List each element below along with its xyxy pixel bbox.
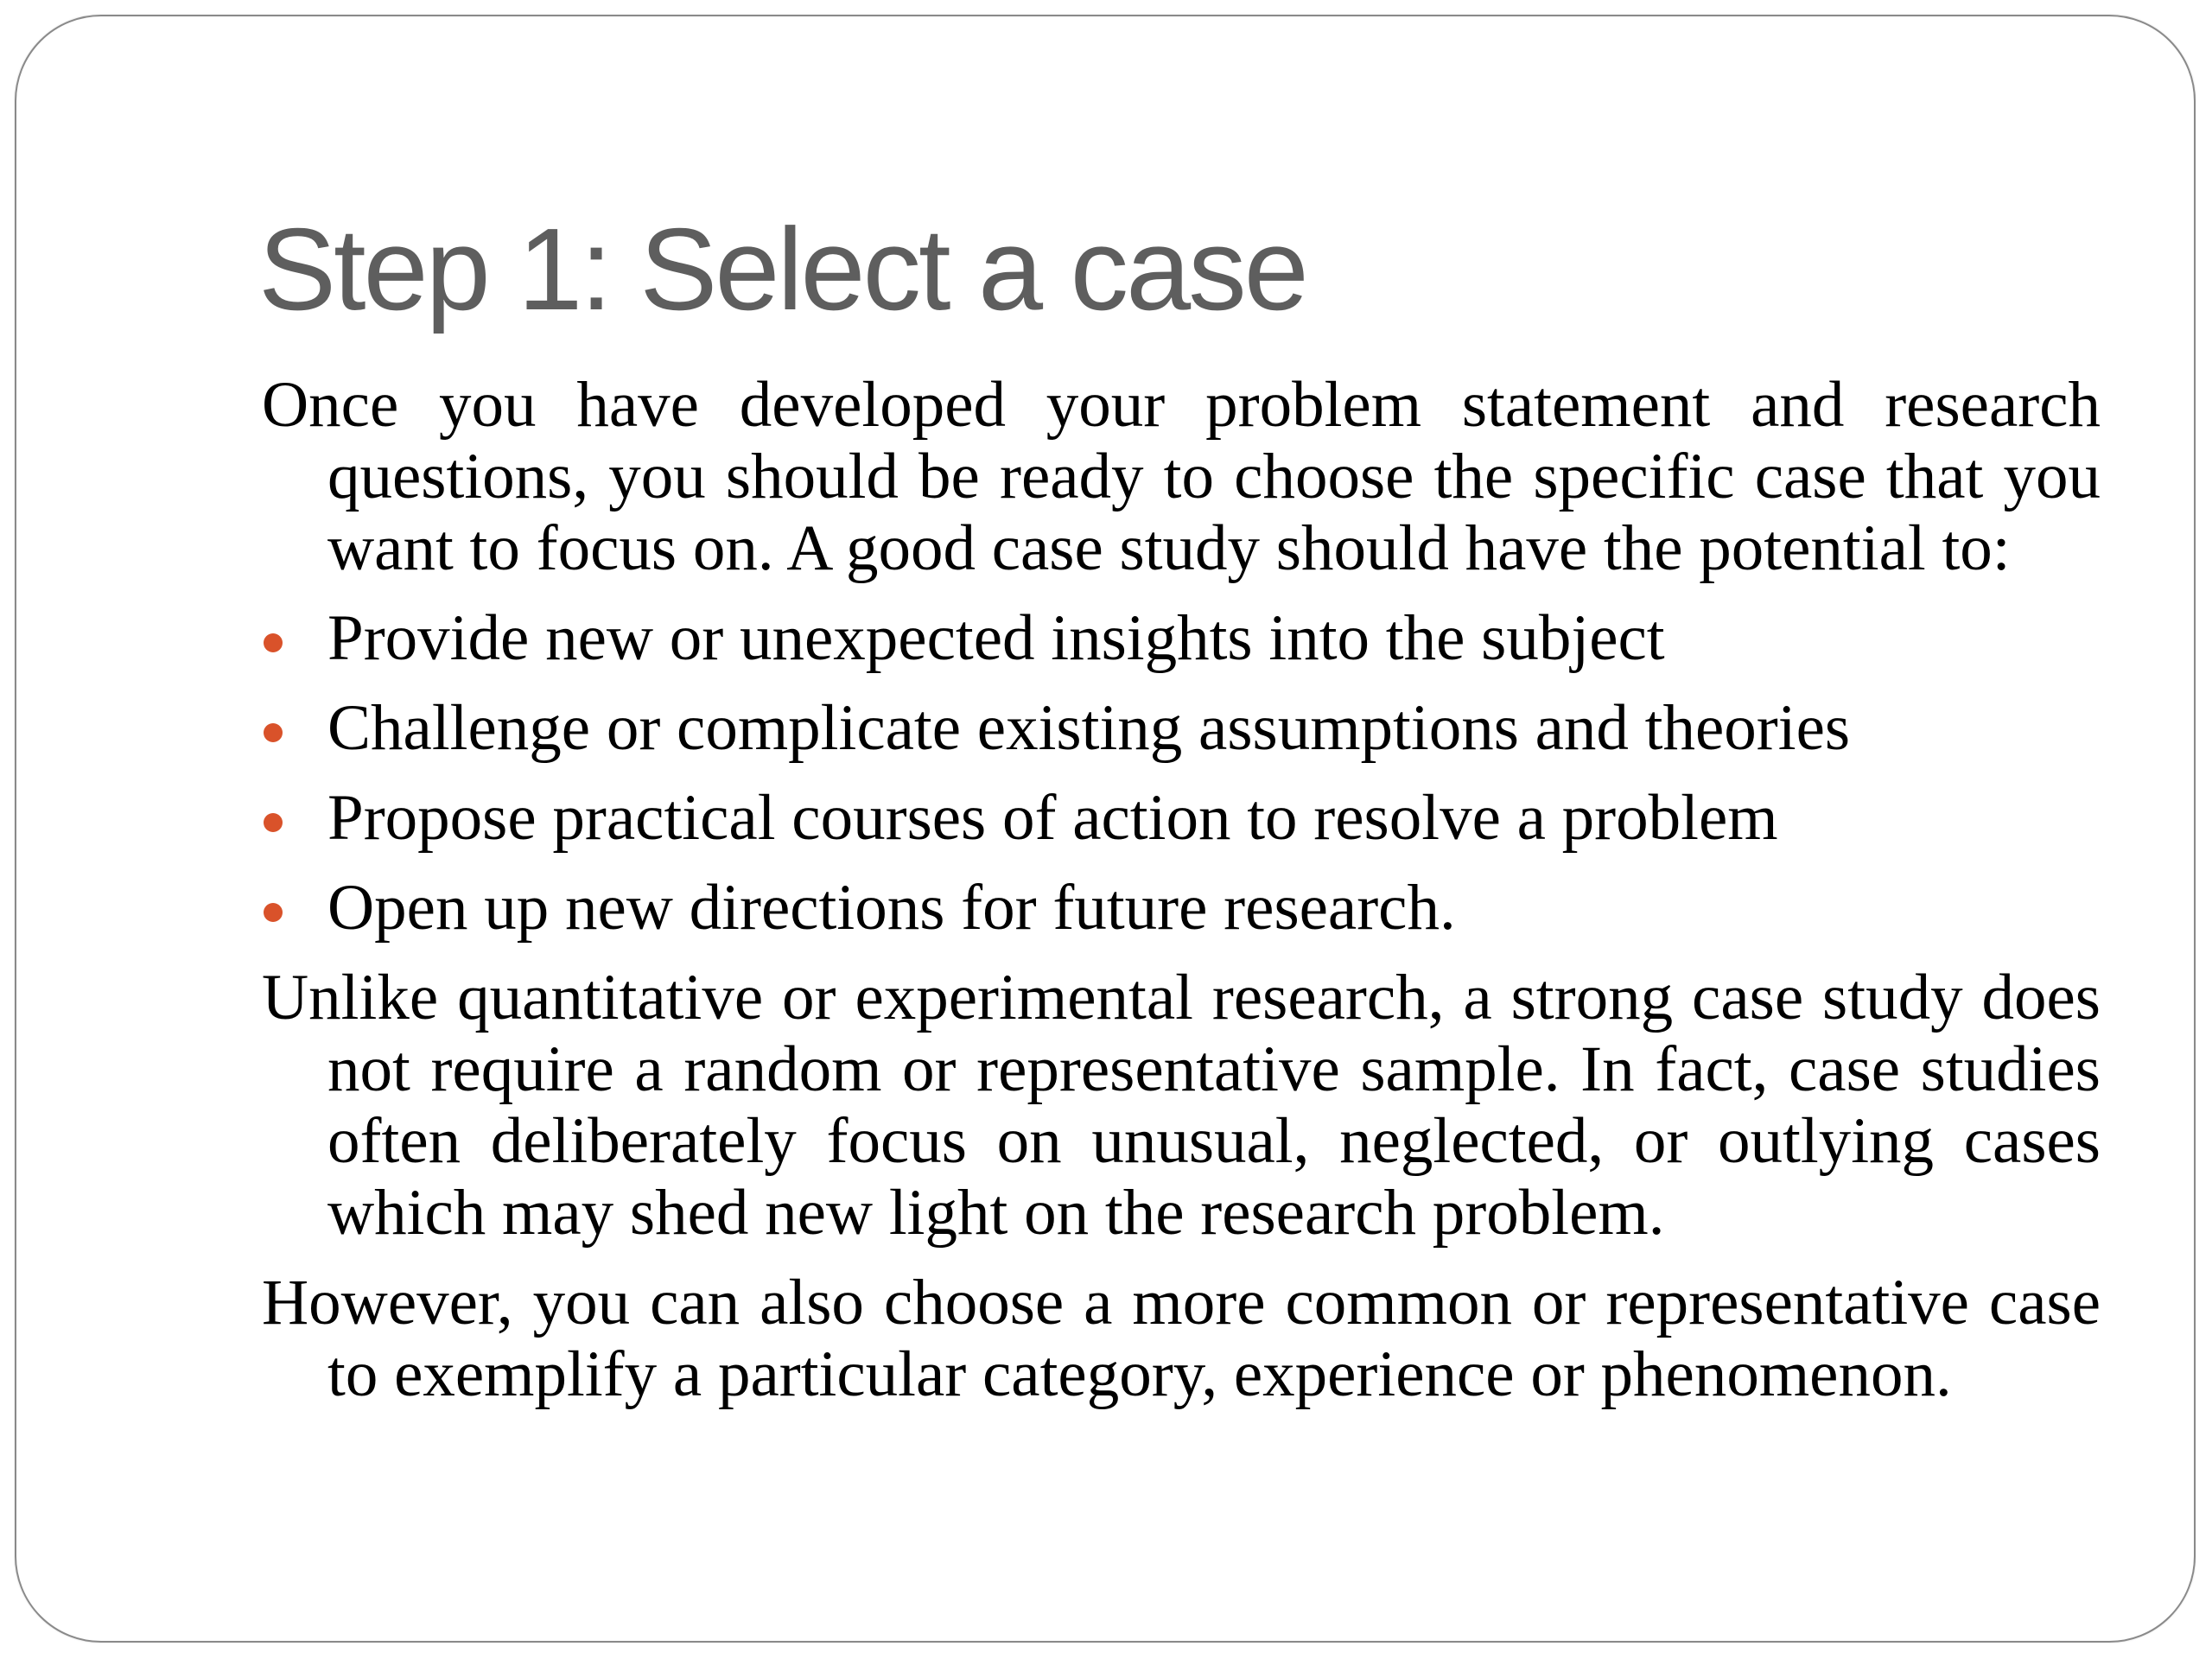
sampling-paragraph: Unlike quantitative or experimental research, a strong case study does not require a random or representative sample. In fact, case studies often deliberately focus on unusual, neglected, or outlying cases which may shed new light on the research problem.: [262, 962, 2101, 1249]
bullet-text: Propose practical courses of action to resolve a problem: [327, 782, 1778, 854]
list-item: [262, 692, 2101, 764]
bullet-dot-icon: [264, 813, 283, 832]
intro-paragraph: Once you have developed your problem statement and research questions, you should be ready to choose the specific case that you want to focus on. A good case study should have the potential to:: [262, 369, 2101, 584]
list-item: [262, 602, 2101, 674]
bullet-list: [262, 602, 2101, 944]
bullet-text: Provide new or unexpected insights into the subject: [327, 602, 1665, 674]
bullet-text: Challenge or complicate existing assumptions and theories: [327, 692, 1851, 764]
list-item: [262, 872, 2101, 944]
slide-body: [262, 369, 2101, 1428]
slide-frame: [15, 15, 2196, 1643]
bullet-text: Open up new directions for future research.: [327, 872, 1456, 944]
bullet-dot-icon: [264, 723, 283, 742]
common-case-paragraph: However, you can also choose a more common or representative case to exemplify a particular category, experience or phenomenon.: [262, 1267, 2101, 1410]
bullet-dot-icon: [264, 633, 283, 652]
list-item: [262, 782, 2101, 854]
bullet-dot-icon: [264, 903, 283, 922]
slide-title: Step 1: Select a case: [258, 204, 1306, 334]
